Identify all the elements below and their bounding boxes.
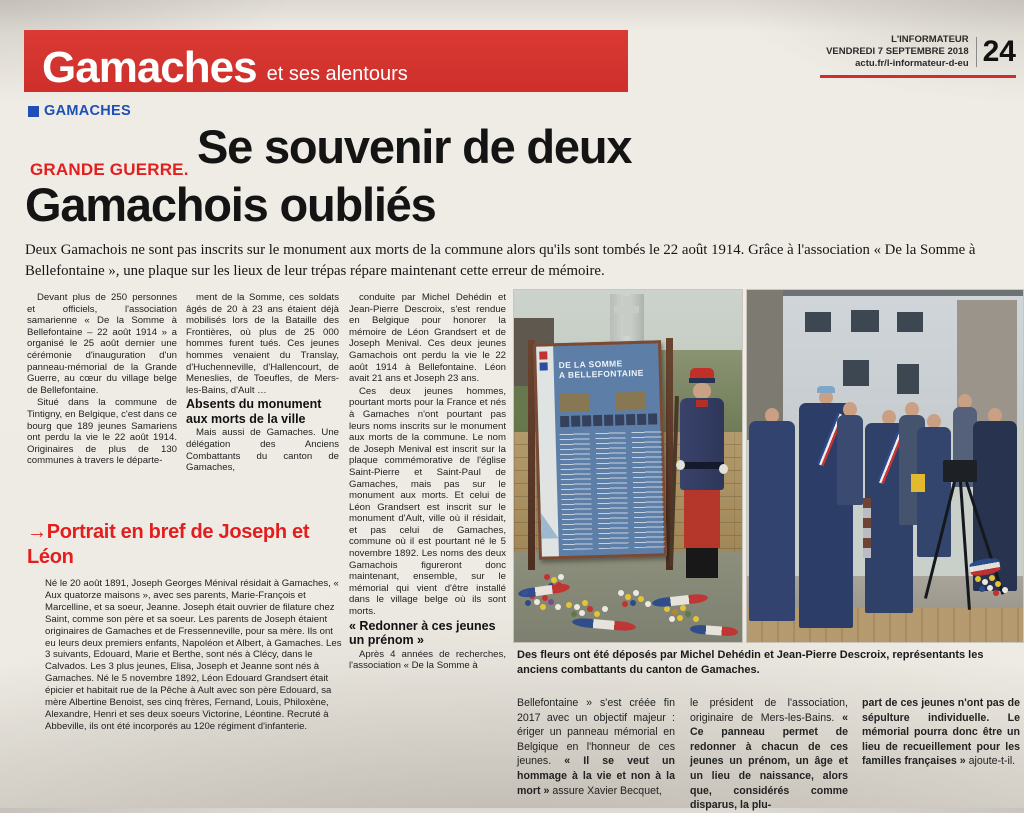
body-column-2 [186,292,339,474]
flower-cluster [544,574,550,580]
monument-cross [623,296,630,336]
body-column-1 [27,292,177,467]
body-column-3 [349,292,506,672]
bollard [863,498,871,558]
paragraph: Bellefontaine » s'est créée fin 2017 avec un objectif majeur : ériger un panneau mémorial en Belgique en l'honneur de ces jeunes. [517,697,675,768]
paragraph: Situé dans la commune de Tintigny, en Belgique, c'est dans ce bourg que 189 jeunes Samariens ont perdu la vie le 22 août 1914. Originaires de plus de 130 communes à travers le départe- [27,397,177,467]
kicker: GRANDE GUERRE. [30,160,189,179]
window [843,360,869,386]
press-info [826,34,969,70]
arrow-icon: → [27,521,47,543]
section-label-text: GAMACHES [44,103,131,119]
masthead-banner [24,30,628,92]
panel-title: DE LA SOMME A BELLEFONTAINE [558,358,644,381]
suit [917,427,951,557]
paragraph: conduite par Michel Dehédin et Jean-Pierre Descroix, s'est rendue en Belgique pour honorer la mémoire de Léon Grandsert et de Joseph Menival. Ces deux jeunes Gamachois ont perdu la vie le 22 août 1914 à Bellefontaine. Léon avait 21 ans et Joseph 23 ans. [349,292,506,385]
photo-memorial-panel [514,290,742,642]
paragraph: Ces deux jeunes hommes, pourtant morts pour la France et nés à Gamaches n'ont pourtant pas leurs noms inscrits sur le monument aux morts de la commune. Le nom de Joseph Menival est inscrit sur la plaque commémorative de l'église Saint-Pierre et Saint-Paul de Gamaches, mais pas sur le monument aux morts. Et celui de Léon Grandsert est inscrit sur le monument d'Ault, ville où il résidait, et pas celui de Gamaches, commune où il est pourtant né le 5 novembre 1892. Les noms des deux Gamachois figureront donc maintenant, ensemble, sur le mémorial qui vient d'être installé dans le village belge où ils sont morts. [349,385,506,618]
photo-officials [747,290,1023,642]
paragraph: Devant plus de 250 personnes et officiels, l'association samarienne « De la Somme à Bellefontaine – 22 août 1914 » a organisé le 25 août dernier une cérémonie d'inauguration d'un panneau-mémorial de la Grande Guerre, au cœur du village belge de Bellefontaine. [27,292,177,396]
belt [680,462,724,469]
feature-body: Né le 20 août 1891, Joseph Georges Ménival résidait à Gamaches, « Aux quatorze maisons », avec ses parents, Marie-François et Marcelline, et sa soeur, Jeanne. Joseph était ouvrier de filature chez Saint, comme son père et sa soeur. Les parents de Joseph étaient originaires de Gamaches et de Fressenneville, pour sa mère. Ils ont eu leurs deux premiers enfants, Napoléon et Albert, à Gamaches. Les 3 suivants, Edouard, Marie et Berthe, sont nés à Clécy, dans le Calvados. Les 3 plus jeunes, Elisa, Joseph et Jeanne sont nés à Gamaches. Né le 5 novembre 1892, Léon Edouard Grandsert était épicier et habitait rue de la Pêche à Ault avec son père Edouard, sa mère Albertine Benoist, ses cinq frères, Fernand, Louis, Philoxène, Alexandre, Henri et ses deux soeurs Victorine, Léontine. Recruté à Abbeville, ils ont été incorporés au 120e régiment d'infanterie. [45,578,342,732]
collar-patch [696,400,708,407]
face [693,383,711,399]
quote-text: part de ces jeunes n'ont pas de sépulture individuelle. Le mémorial pourra donc être un lieu de recueillement pour les familles françaises » [862,697,1020,768]
lede: Deux Gamachois ne sont pas inscrits sur le monument aux morts de la commune alors qu'ils sont tombés le 22 août 1914. Grâce à l'association « De la Somme à Bellefontaine », une plaque sur les lieux de leur trépas répare maintenant cette erreur de mémoire. [25,242,976,279]
glove [719,464,728,474]
window [897,312,923,332]
paper-name: L'INFORMATEUR [891,34,969,45]
flower-cluster [664,606,670,612]
panel-portraits [560,413,660,427]
yellow-folder [911,474,925,492]
panel-logo [540,362,548,370]
panel-sidebar [536,346,559,556]
section-bullet-icon [28,106,39,117]
paragraph: Mais aussi de Gamaches. Une délégation des Anciens Combattants du canton de Gamaches, [186,427,339,474]
masthead-subtitle: et ses alentours [266,63,408,85]
feature-title-text: Portrait en bref de Joseph et Léon [27,521,310,568]
paragraph: ajoute-t-il. [965,755,1016,768]
page-number: 24 [976,37,1016,67]
feature-title [27,520,343,570]
headline: Se souvenir de deux Gamachois oubliés [25,120,632,231]
memorial-panel-graphic [533,340,667,559]
glove [676,460,685,470]
suit [837,415,863,505]
panel-triangle [541,512,559,538]
panel-logo [539,351,547,359]
masthead-title: Gamaches [42,43,257,93]
trousers [684,490,720,548]
background-figure [837,402,863,505]
veteran-cap [817,386,835,393]
quote-text: « Il se veut un hommage à la vie et non à la mort » [517,755,676,797]
paragraph: assure Xavier Becquet, [549,784,662,797]
video-camera [943,460,977,482]
window [805,312,831,332]
flower-cluster [566,602,572,608]
flower-cluster [975,576,981,582]
paragraph: le président de l'association, originaire de Mers-les-Bains. [690,697,848,724]
section-label [28,103,131,119]
issue-date: VENDREDI 7 SEPTEMBRE 2018 [826,46,969,57]
paper-website: actu.fr/l-informateur-d-eu [855,58,969,69]
paragraph: ment de la Somme, ces soldats âgés de 20 à 23 ans étaient déjà mobilisés lors de la Bataille des Frontières, où plus de 25 000 hommes furent tués. Ces jeunes hommes venaient du Translay, d'Huchenneville, d'Hallencourt, de Meneslies, de Toeufles, de Mers-les-Bains, d'Ault … [186,292,339,396]
panel-photos [559,391,659,412]
photo-caption: Des fleurs ont été déposés par Michel Dehédin et Jean-Pierre Descroix, représentants les anciens combattants du canton de Gamaches. [517,649,984,676]
press-info-block [820,34,1016,78]
bottom-column-1 [517,696,675,798]
suit [749,421,795,621]
paragraph: Après 4 années de recherches, l'association « De la Somme à [349,648,506,672]
quote-text: « Ce panneau permet de redonner à chacun de ces jeunes un prénom, un âge et un lieu de naissance, alors que, considérés comme disparus, la plu- [690,711,848,812]
official-figure [749,408,795,621]
bottom-column-3 [862,696,1020,769]
feature-portrait [27,520,343,733]
subhead-redonner: « Redonner à ces jeunes un prénom » [349,618,496,648]
subhead-absents: Absents du monument aux morts de la ville [186,397,322,426]
window [851,310,879,332]
window [897,364,919,394]
soldier-figure [672,368,730,582]
official-figure [917,414,951,557]
panel-name-list [559,429,664,550]
flower-cluster [618,590,624,596]
coat [680,398,724,490]
bottom-column-2 [690,696,848,813]
boots [686,548,718,578]
